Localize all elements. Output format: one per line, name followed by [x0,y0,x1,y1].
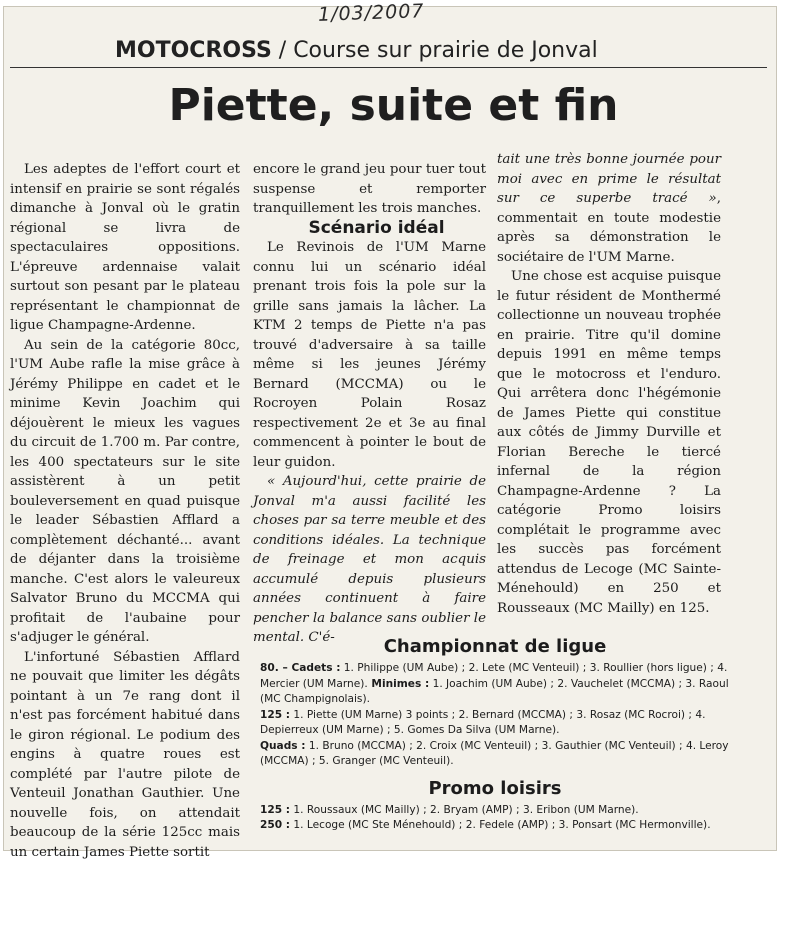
result-125: 125 : 1. Piette (UM Marne) 3 points ; 2. Bernard (MCCMA) ; 3. Rosaz (MC Rocroi) ; 4. Depierreux (UM Marne) ; 5. Gomes Da Silva (UM Marne). [260,708,706,736]
quote-end: tait une très bonne journée pour moi avec en prime le résultat sur ce superbe tracé » [497,152,721,206]
paragraph: Au sein de la catégorie 80cc, l'UM Aube rafle la mise grâce à Jérémy Philippe en cadet et le minime Kevin Joachim qui déjouèrent le mieux les vagues du circuit de 1.700 m. Par contre, les 400 spectateurs sur le site assistèrent à un petit bouleversement en quad puisque le leader Sébastien Afflard a complètement déchanté... avant de déjanter dans la troisième manche. C'est alors le valeureux Salvator Bruno du MCCMA qui profitait de l'aubaine pour s'adjuger le général. [10,337,240,645]
article-column-2 [253,160,486,648]
rubric-line [115,38,598,63]
article-headline: Piette, suite et fin [168,80,619,131]
result-quads: Quads : 1. Bruno (MCCMA) ; 2. Croix (MC Venteuil) ; 3. Gauthier (MC Venteuil) ; 4. Leroy (MCCMA) ; 5. Granger (MC Venteuil). [260,739,729,767]
results-title-ligue: Championnat de ligue [383,636,607,657]
paragraph: L'infortuné Sébastien Afflard ne pouvait que limiter les dégâts pointant à un 7e rang dont il n'est pas forcément habitué dans le giron régional. Le podium des engins à quatre roues est complété par l'autre pilote de Venteuil Jonathan Gauthier. Une nouvelle fois, on attendait beaucoup de la série 125cc mais un certain James Piette sortit [10,649,240,860]
result-80: 80. – Cadets : 1. Philippe (UM Aube) ; 2. Lete (MC Venteuil) ; 3. Roullier (hors ligue) ; 4. Mercier (UM Marne). Minimes : 1. Joachim (UM Aube) ; 2. Vauchelet (MCCMA) ; 3. Raoul (MC Champignolais). [260,662,729,705]
paragraph: Le Revinois de l'UM Marne connu lui un scénario idéal prenant trois fois la pole sur la grille sans jamais la lâcher. La KTM 2 temps de Piette n'a pas trouvé d'adversaire à sa taille même si les jeunes Jérémy Bernard (MCCMA) ou le Rocroyen Polain Rosaz respectivement 2e et 3e au final commencent à pointer le bout de leur guidon. [253,240,486,470]
rubric-rule [10,67,767,68]
rubric-section: MOTOCROSS [115,38,272,63]
paragraph: Les adeptes de l'effort court et intensif en prairie se sont régalés dimanche à Jonval où le gratin régional se livra de spectaculaires oppositions. L'épreuve ardennaise valait surtout son pesant par le plateau représentant le championnat de ligue Champagne-Ardenne. [10,162,240,333]
paragraph [497,150,721,267]
paragraph: encore le grand jeu pour tuer tout suspense et remporter tranquillement les trois manches. [253,162,486,216]
promo-125: 125 : 1. Roussaux (MC Mailly) ; 2. Bryam (AMP) ; 3. Eribon (UM Marne). [260,803,639,816]
results-title-promo: Promo loisirs [428,777,562,799]
paragraph: Une chose est acquise puisque le futur résident de Monthermé collectionne un nouveau trophée en prairie. Titre qu'il domine depuis 1991 en même temps que le motocross et l'enduro. Qui arrêtera donc l'hégémonie de James Piette qui constitue aux côtés de Jimmy Durville et Florian Bereche le tiercé infernal de la région Champagne-Ardenne ? La catégorie Promo loisirs complétait le programme avec les succès pas forcément attendus de Lecoge (MC Sainte-Ménehould) en 250 et Rousseaux (MC Mailly) en 125. [497,269,721,616]
promo-250: 250 : 1. Lecoge (MC Ste Ménehould) ; 2. Fedele (AMP) ; 3. Ponsart (MC Hermonville). [260,819,711,831]
quote-attribution: , commentait en toute modestie après sa démonstration le sociétaire de l'UM Marne. [497,191,721,265]
article-column-3 [497,150,721,618]
handwritten-date: 1/03/2007 [317,0,425,26]
article-column-1 [10,160,240,862]
quote-paragraph: « Aujourd'hui, cette prairie de Jonval m'a aussi facilité les choses par sa terre meuble et des conditions idéales. La technique de freinage et mon acquis accumulé depuis plusieurs années continuent à faire pencher la balance sans oublier le mental. C'é- [253,474,486,645]
subheading: Scénario idéal [308,217,445,238]
results-box [260,636,730,834]
rubric-topic: / Course sur prairie de Jonval [271,38,598,63]
